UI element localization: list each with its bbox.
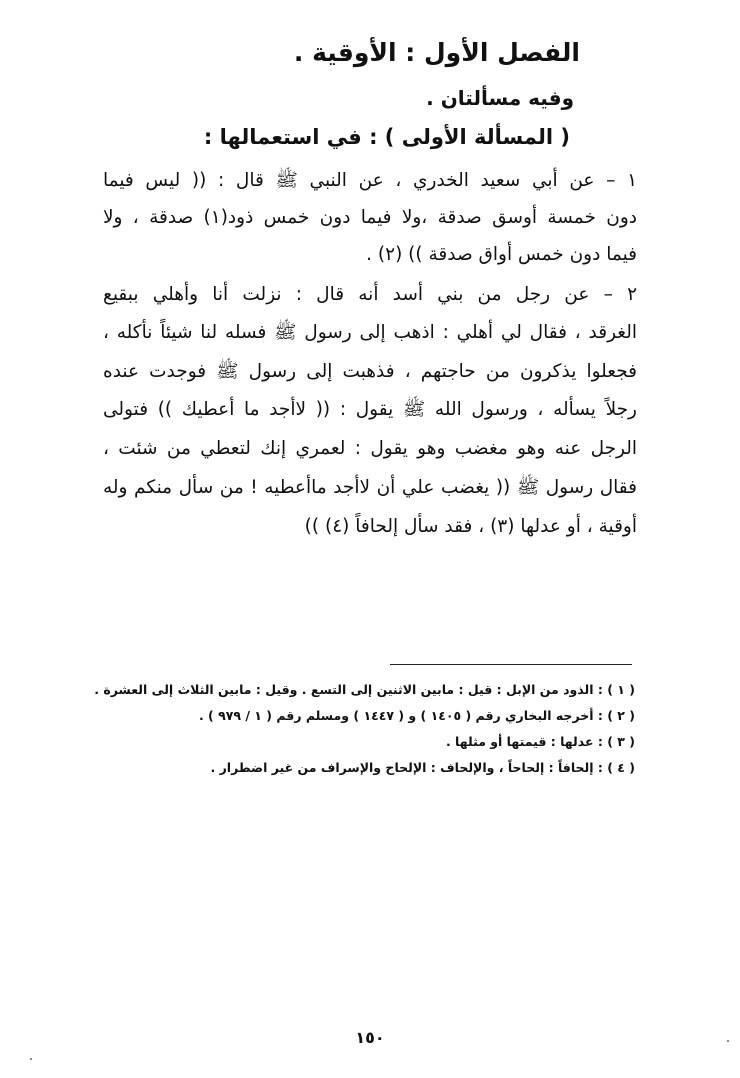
body-line: ١ – عن أبي سعيد الخدري ، عن النبي ﷺ قال : (( ليس فيما: [103, 170, 637, 191]
footnote: ( ٢ ) : أخرجه البخاري رقم ( ١٤٠٥ ) و ( ١٤٤٧ ) ومسلم رقم ( ١ / ٩٧٩ ) .: [198, 708, 635, 723]
body-line: رجلاً يسأله ، ورسول الله ﷺ يقول : (( لاأجد ما أعطيك )) فتولى: [103, 399, 637, 420]
footnote: ( ١ ) : الذود من الإبل : قيل : مابين الاثنين إلى التسع . وقيل : مابين الثلاث إلى العشرة .: [94, 682, 635, 697]
body-line: دون خمسة أوسق صدقة ،ولا فيما دون خمس ذود(١) صدقة ، ولا: [103, 207, 637, 228]
body-line: الرجل عنه وهو مغضب وهو يقول : لعمري إنك لتعطي من شئت ،: [103, 438, 637, 459]
scan-speck: [727, 1040, 729, 1042]
body-line: فقال رسول ﷺ (( يغضب علي أن لاأجد ماأعطيه ! من سأل منكم وله: [103, 477, 637, 498]
body-line: فجعلوا يذكرون من حاجتهم ، فذهبت إلى رسول ﷺ فوجدت عنده: [103, 361, 637, 382]
footnote: ( ٣ ) : عدلها : قيمتها أو مثلها .: [445, 734, 635, 749]
footnote-divider: [390, 664, 632, 665]
body-line: الغرقد ، فقال لي أهلي : اذهب إلى رسول ﷺ فسله لنا شيئاً نأكله ،: [103, 322, 637, 343]
body-line: فيما دون خمس أواق صدقة )) (٢) .: [366, 244, 637, 265]
body-line: أوقية ، أو عدلها (٣) ، فقد سأل إلحافاً (٤) )): [304, 516, 637, 537]
issue-heading: ( المسألة الأولى ) : في استعمالها :: [203, 125, 570, 149]
page-number: ١٥٠: [355, 1028, 385, 1047]
scan-speck: [30, 1058, 32, 1060]
section-subtitle: وفيه مسألتان .: [426, 86, 574, 110]
body-line: ٢ – عن رجل من بني أسد أنه قال : نزلت أنا وأهلي ببقيع: [103, 284, 637, 305]
chapter-title: الفصل الأول : الأوقية .: [293, 38, 580, 67]
footnote: ( ٤ ) : إلحافاً : إلحاحاً ، والإلحاف : الإلحاح والإسراف من غير اضطرار .: [210, 760, 635, 775]
